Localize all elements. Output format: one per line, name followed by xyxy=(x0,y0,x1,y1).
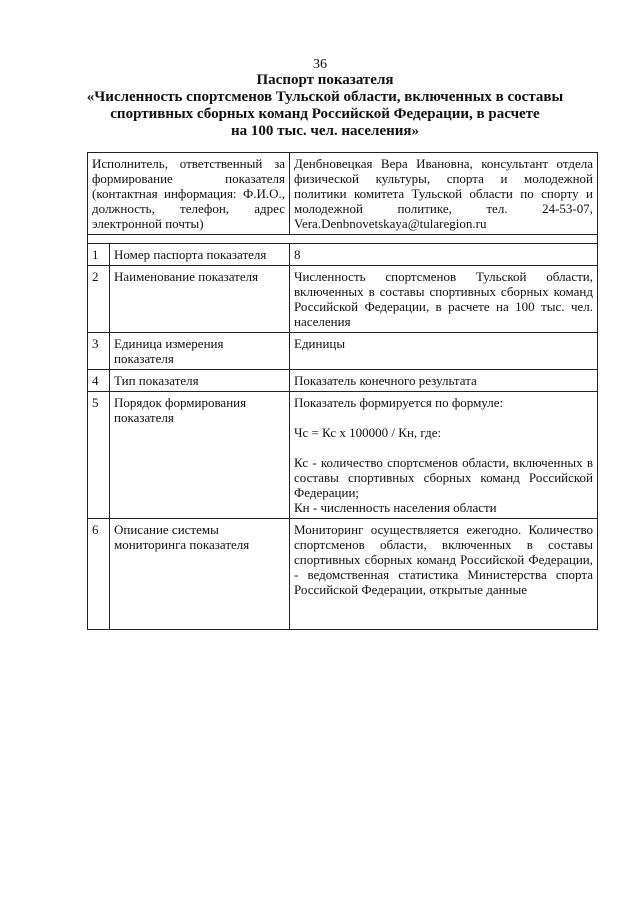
title-line: «Численность спортсменов Тульской области, включенных в составы xyxy=(86,89,564,105)
row-label: Наименование показателя xyxy=(110,266,290,333)
row-label: Единица измерения показателя xyxy=(110,333,290,370)
executor-value: Денбновецкая Вера Ивановна, консультант отдела физической культуры, спорта и молодежной политики комитета Тульской области по спорту и молодежной политике, тел. 24-53-07, Vera.Denbnovetskaya@tularegion.ru xyxy=(290,153,598,235)
title-line: на 100 тыс. чел. населения» xyxy=(230,123,420,139)
table-row xyxy=(88,266,598,333)
row-label: Номер паспорта показателя xyxy=(110,244,290,266)
row-number: 4 xyxy=(88,370,110,392)
table-row xyxy=(88,519,598,630)
row-value: Показатель конечного результата xyxy=(290,370,598,392)
row-number: 6 xyxy=(88,519,110,630)
page-number: 36 xyxy=(313,57,327,72)
title-line: спортивных сборных команд Российской Федерации, в расчете xyxy=(110,106,540,122)
executor-label: Исполнитель, ответственный за формирование показателя (контактная информация: Ф.И.О., должность, телефон, адрес электронной почты) xyxy=(88,153,290,235)
row-value: Мониторинг осуществляется ежегодно. Количество спортсменов области, включенных в составы спортивных сборных команд Российской Федерации, - ведомственная статистика Министерства спорта Российской Федерации, открытые данные xyxy=(290,519,598,630)
executor-row xyxy=(88,153,598,235)
table-row xyxy=(88,392,598,519)
row-number: 5 xyxy=(88,392,110,519)
table-row xyxy=(88,244,598,266)
formula-legend: Кс - количество спортсменов области, включенных в составы спортивных сборных команд Российской Федерации; Кн - численность населения области xyxy=(294,455,593,515)
document-title xyxy=(60,72,590,140)
row-number: 3 xyxy=(88,333,110,370)
table-row xyxy=(88,370,598,392)
title-line: Паспорт показателя xyxy=(256,72,394,88)
row-label: Порядок формирования показателя xyxy=(110,392,290,519)
formula-intro: Показатель формируется по формуле: xyxy=(294,395,504,410)
passport-table xyxy=(87,152,598,630)
row-number: 1 xyxy=(88,244,110,266)
table-row xyxy=(88,333,598,370)
row-number: 2 xyxy=(88,266,110,333)
row-value: 8 xyxy=(290,244,598,266)
row-label: Тип показателя xyxy=(110,370,290,392)
row-value: Численность спортсменов Тульской области, включенных в составы спортивных сборных команд Российской Федерации, в расчете на 100 тыс. чел. населения xyxy=(290,266,598,333)
row-value: Единицы xyxy=(290,333,598,370)
row-label: Описание системы мониторинга показателя xyxy=(110,519,290,630)
spacer-row xyxy=(88,235,598,244)
formula: Чс = Кс х 100000 / Кн, где: xyxy=(294,425,442,440)
row-value xyxy=(290,392,598,519)
